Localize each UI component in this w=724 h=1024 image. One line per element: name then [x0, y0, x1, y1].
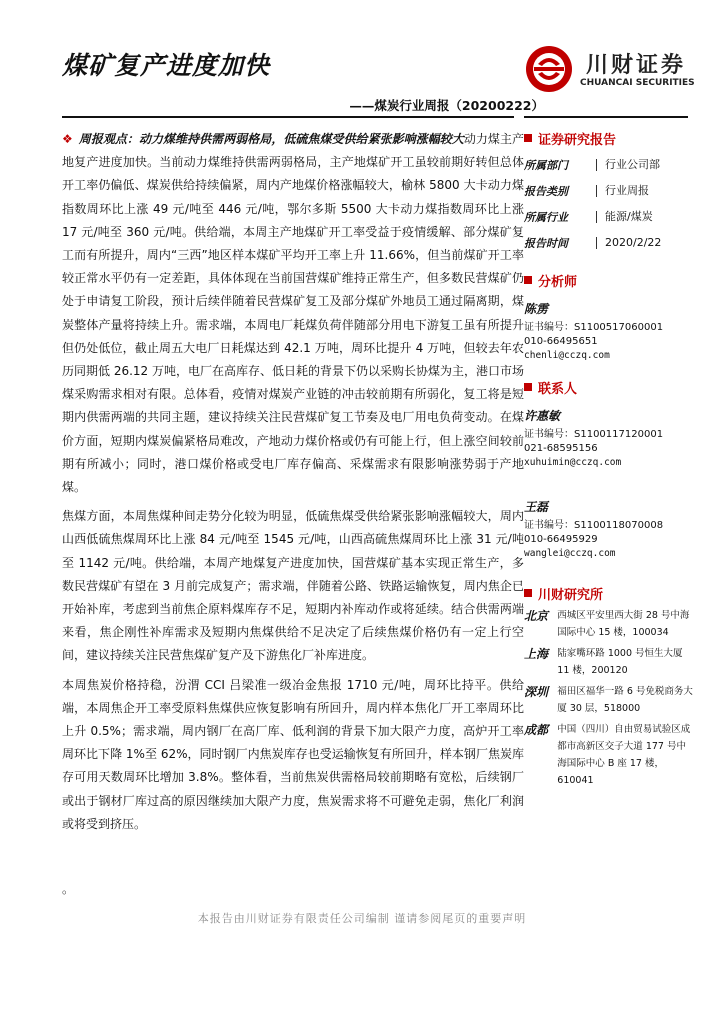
- page-footer: 本报告由川财证券有限责任公司编制 谨请参阅尾页的重要声明: [197, 912, 527, 925]
- paragraph-summary: [62, 128, 524, 499]
- company-logo: [524, 44, 695, 94]
- institute-city: 深圳: [524, 685, 549, 699]
- chuancai-logo-icon: [524, 44, 574, 94]
- institute-address: 西城区平安里西大街 28 号中海国际中心 15 楼，100034: [557, 610, 690, 638]
- meta-row: [524, 204, 694, 230]
- contact-card: [524, 498, 694, 561]
- institute-item: [524, 607, 694, 641]
- institute-item: [524, 721, 694, 789]
- analyst-name: 陈雳: [524, 302, 549, 316]
- report-section-header: 证券研究报告: [524, 128, 694, 148]
- institute-section-header: 川财研究所: [524, 583, 694, 603]
- summary-lead: 周报观点：动力煤维持供需两弱格局，低硫焦煤受供给紧张影响涨幅较大: [78, 132, 464, 146]
- meta-row: [524, 230, 694, 256]
- analyst-section-header: 分析师: [524, 270, 694, 290]
- square-icon: [524, 383, 532, 391]
- institute-address: 陆家嘴环路 1000 号恒生大厦 11 楼，200120: [557, 648, 683, 676]
- paragraph-coking-coal: 焦煤方面，本周焦煤种间走势分化较为明显，低硫焦煤受供给紧张影响涨幅较大，周内山西低硫焦煤周环比上涨 84 元/吨至 1545 元/吨，山西高硫焦煤周环比上涨 31 元/吨至 1142 元/吨。供给端，本周产地煤复产进度加快，国营煤矿基本实现正常生产，多数民营煤矿有望在 3 月前完成复产；需求端，伴随着公路、铁路运输恢复，周内焦企已开始补库，考虑到当前焦企原料煤库存不足，短期内补库动作或将延续。结合供需两端来看，焦企刚性补库需求及短期内焦煤供给不足决定了后续焦煤价格仍有一定上行空间，建议持续关注民营焦煤矿复产及下游焦化厂补库进度。: [62, 509, 524, 663]
- report-subtitle: ——煤炭行业周报（20200222）: [349, 98, 544, 113]
- institute-city: 北京: [524, 609, 549, 623]
- main-body: [62, 128, 524, 836]
- contact-cert: 证书编号：S1100118070008: [524, 520, 664, 531]
- institute-city: 上海: [524, 647, 549, 661]
- analyst-cert: 证书编号：S1100517060001: [524, 322, 664, 333]
- square-icon: [524, 276, 532, 284]
- summary-text: 动力煤主产地复产进度加快。当前动力煤维持供需两弱格局，主产地煤矿开工虽较前期好转但总体开工率仍偏低、煤炭供给持续偏紧，周内产地煤价格涨幅较大，榆林 5800 大卡动力煤指数周环比上涨 49 元/吨至 446 元/吨，鄂尔多斯 5500 大卡动力煤指数周环比上涨 17 元/吨至 360 元/吨。供给端，本周主产地煤矿开工率受益于疫情缓解、部分煤矿复工而有所提升，周内“三西”地区样本煤矿平均开工率上升 11.66%，但当前煤矿开工率较正常水平仍有一定差距，具体体现在当前国营煤矿维持正常生产，但多数民营煤矿仍处于申请复工阶段，预计后续伴随着民营煤矿复工及部分煤矿外地员工通过隔离期，煤炭整体产量将持续上升。需求端，本周电厂耗煤负荷伴随部分用电下游复工虽有所提升但仍处低位，截止周五大电厂日耗煤达到 42.1 万吨，周环比提升 4 万吨，但较去年农历同期低 26.12 万吨，电厂在高库存、低日耗的背景下仍以采购长协煤为主，港口市场煤采购需求相对有限。总体看，疫情对煤炭产业链的冲击较前期有所弱化，复工将是短期内供需两端的共同主题，建议持续关注民营煤矿复工节奏及电厂用电负荷变动。在煤价方面，短期内煤炭偏紧格局难改，产地动力煤价格或仍有可能上行，但上涨空间较前期有所减小；同时，港口煤价格或受电厂库存偏高、采煤需求有限影响涨势弱于产地煤。: [62, 132, 524, 495]
- analyst-phone: 010-66495651: [524, 336, 598, 347]
- meta-value: 行业周报: [596, 185, 649, 197]
- meta-key: 所属部门: [524, 159, 568, 172]
- contact-name: 王磊: [524, 500, 549, 514]
- meta-row: [524, 152, 694, 178]
- contact-phone: 010-66495929: [524, 534, 598, 545]
- meta-row: [524, 178, 694, 204]
- meta-key: 报告类别: [524, 185, 568, 198]
- institute-address: 福田区福华一路 6 号免税商务大厦 30 层，518000: [557, 686, 693, 714]
- contact-email[interactable]: wanglei@cczq.com: [524, 548, 616, 559]
- logo-english-text: CHUANCAI SECURITIES: [580, 78, 695, 88]
- meta-value: 能源/煤炭: [596, 211, 653, 223]
- square-icon: [524, 589, 532, 597]
- end-mark: 。: [62, 882, 75, 896]
- contact-section-header: 联系人: [524, 377, 694, 397]
- report-title: 煤矿复产进度加快: [62, 51, 271, 80]
- analyst-card: [524, 300, 694, 363]
- paragraph-coke: 本周焦炭价格持稳，汾渭 CCI 吕梁准一级冶金焦报 1710 元/吨，周环比持平。供给端，本周焦企开工率受原料焦煤供应恢复影响有所回升，周内样本焦化厂开工率周环比上升 0.5%；需求端，周内钢厂在高厂库、低利润的背景下加大限产力度，高炉开工率周环比下降 1%至 62%，同时钢厂内焦炭库存也受运输恢复有所回升，样本钢厂焦炭库存可用天数周环比增加 3.8%。整体看，当前焦炭供需格局较前期略有宽松，后续钢厂或出于钢材厂库过高的原因继续加大限产力度，焦炭需求将不可避免走弱，焦化厂利润或将受到挤压。: [62, 677, 524, 831]
- contact-email[interactable]: xuhuimin@cczq.com: [524, 457, 622, 468]
- meta-key: 报告时间: [524, 237, 568, 250]
- institute-item: [524, 683, 694, 717]
- meta-key: 所属行业: [524, 211, 568, 224]
- bullet-icon: ❖: [62, 132, 73, 146]
- institute-city: 成都: [524, 723, 549, 737]
- institute-address: 中国（四川）自由贸易试验区成都市高新区交子大道 177 号中海国际中心 B 座 17 楼，610041: [557, 724, 691, 786]
- contact-phone: 021-68595156: [524, 443, 598, 454]
- header-divider-left: [62, 116, 514, 118]
- logo-chinese-text: 川财证券: [586, 53, 687, 78]
- header-divider-right: [524, 116, 688, 118]
- contact-name: 许惠敏: [524, 409, 561, 423]
- meta-table: [524, 152, 694, 256]
- analyst-email[interactable]: chenli@cczq.com: [524, 350, 610, 361]
- institute-list: [524, 607, 694, 789]
- contact-cert: 证书编号：S1100117120001: [524, 429, 664, 440]
- meta-value: 行业公司部: [596, 159, 660, 171]
- sidebar: [524, 128, 694, 789]
- meta-value: 2020/2/22: [596, 237, 661, 249]
- square-icon: [524, 134, 532, 142]
- contact-card: [524, 407, 694, 470]
- institute-item: [524, 645, 694, 679]
